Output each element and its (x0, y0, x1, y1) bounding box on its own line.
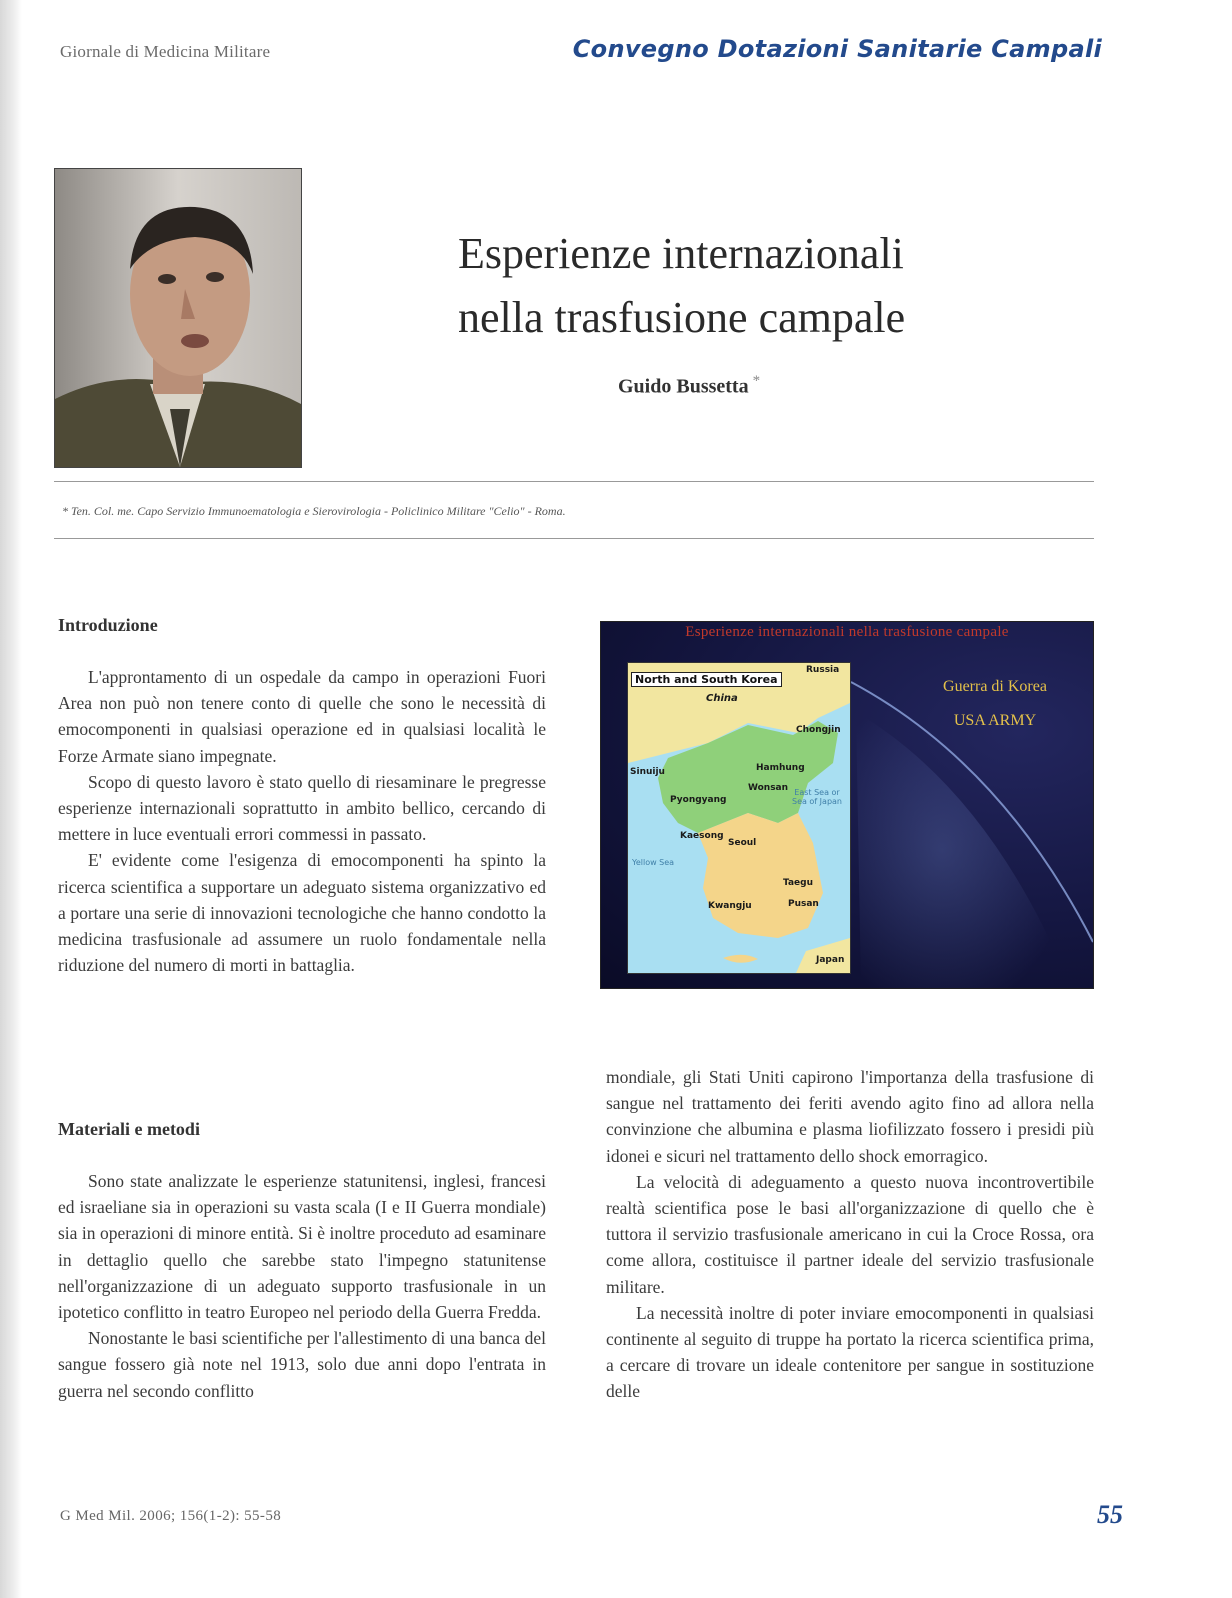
right-column-body (606, 1064, 1094, 1405)
intro-body (58, 664, 546, 978)
map-label-china: China (706, 693, 738, 704)
map-label-pusan: Pusan (788, 899, 819, 909)
map-label-japan: Japan (816, 955, 845, 965)
slide-title: Esperienze internazionali nella trasfusione campale (685, 624, 1009, 640)
intro-paragraph: L'approntamento di un ospedale da campo in operazioni Fuori Area non può non tenere conto di quelle che sono le necessità di emocomponenti in qualsiasi operazione ed in qualsiasi località le Forze Armate siano impegnate. (58, 667, 546, 766)
section-name: Convegno Dotazioni Sanitarie Campali (572, 35, 1102, 63)
slide-text-war: Guerra di Korea (943, 678, 1047, 695)
map-label-chongjin: Chongjin (796, 725, 841, 735)
heading-materiali-metodi: Materiali e metodi (58, 1119, 200, 1139)
author-footnote: * Ten. Col. me. Capo Servizio Immunoematologia e Sierovirologia - Policlinico Militare "Celio" - Roma. (62, 504, 566, 518)
map-label-pyongyang: Pyongyang (670, 795, 727, 805)
map-label-sinuiju: Sinuiju (630, 767, 665, 777)
author-footnote-mark: * (752, 373, 761, 389)
methods-paragraph: Nonostante le basi scientifiche per l'allestimento di una banca del sangue fossero già note nel 1913, solo due anni dopo l'entrata in guerra nel secondo conflitto (58, 1328, 546, 1401)
bottom-divider (54, 538, 1094, 539)
map-label-kaesong: Kaesong (680, 831, 724, 841)
page-binding-shadow (0, 0, 22, 1598)
map-label-yellow-sea: Yellow Sea (632, 858, 675, 867)
methods-paragraph: Sono state analizzate le esperienze statunitensi, inglesi, francesi ed israeliane sia in operazioni su vasta scala (I e II Guerra mondiale) sia in operazioni di minore entità. Si è inoltre proceduto ad esaminare in dettaglio quello che sarebbe stato l'impegno statunitense nell'organizzazione di un adeguato supporto trasfusionale in un ipotetico conflitto in teatro Europeo nel periodo della Guerra Fredda. (58, 1171, 546, 1323)
map-label-wonsan: Wonsan (748, 783, 789, 793)
author-name (618, 373, 760, 399)
map-legend: North and South Korea (631, 672, 782, 687)
article-title-line-2: nella trasfusione campale (458, 293, 906, 342)
methods-body (58, 1168, 546, 1404)
presentation-slide-figure (600, 621, 1094, 989)
heading-introduzione: Introduzione (58, 615, 158, 635)
journal-name: Giornale di Medicina Militare (60, 42, 271, 61)
page-number: 55 (1097, 1500, 1123, 1529)
map-label-russia: Russia (806, 665, 840, 675)
slide-text-army: USA ARMY (953, 712, 1037, 729)
continued-paragraph: mondiale, gli Stati Uniti capirono l'importanza della trasfusione di sangue nel trattamento dei feriti avendo agito fino ad allora nella convinzione che albumina e plasma liofilizzato fossero i presidi più idonei e sicuri nel trattamento dello shock emorragico. (606, 1067, 1094, 1166)
right-paragraph: La necessità inoltre di poter inviare emocomponenti in qualsiasi continente al seguito di truppe ha portato la ricerca scientifica prima, a cercare di trovare un ideale contenitore per sangue in sostituzione delle (606, 1302, 1094, 1402)
korea-map (627, 662, 851, 974)
map-label-east-sea: East Sea or Sea of Japan (791, 788, 842, 806)
article-title-line-1: Esperienze internazionali (458, 229, 904, 278)
map-label-hamhung: Hamhung (756, 763, 805, 773)
right-paragraph: La velocità di adeguamento a questo nuova incontrovertibile realtà scientifica pose le basi all'organizzazione di quello che è tuttora il servizio trasfusionale americano in cui la Croce Rossa, ora come allora, costituisce il partner ideale del servizio trasfusionale militare. (606, 1171, 1094, 1297)
korea-map-shapes (628, 663, 850, 973)
author-photo (54, 168, 302, 468)
author-name-text: Guido Bussetta (618, 375, 749, 398)
intro-paragraph: E' evidente come l'esigenza di emocomponenti ha spinto la ricerca scientifica a supportare un adeguato sistema organizzativo ed a portare una serie di innovazioni tecnologiche che hanno condotto la medicina trasfusionale ad assumere un ruolo fondamentale nella riduzione del numero di morti in battaglia. (58, 850, 546, 976)
intro-paragraph: Scopo di questo lavoro è stato quello di riesaminare le pregresse esperienze internazionali soprattutto in ambito bellico, cercando di mettere in luce eventuali errori commessi in passato. (58, 771, 546, 845)
map-label-seoul: Seoul (728, 838, 757, 848)
footer-citation: G Med Mil. 2006; 156(1-2): 55-58 (60, 1508, 282, 1524)
author-portrait-image (55, 169, 301, 467)
map-label-taegu: Taegu (783, 878, 814, 888)
top-divider (54, 481, 1094, 482)
map-label-kwangju: Kwangju (708, 901, 752, 911)
article-title (458, 222, 1078, 350)
